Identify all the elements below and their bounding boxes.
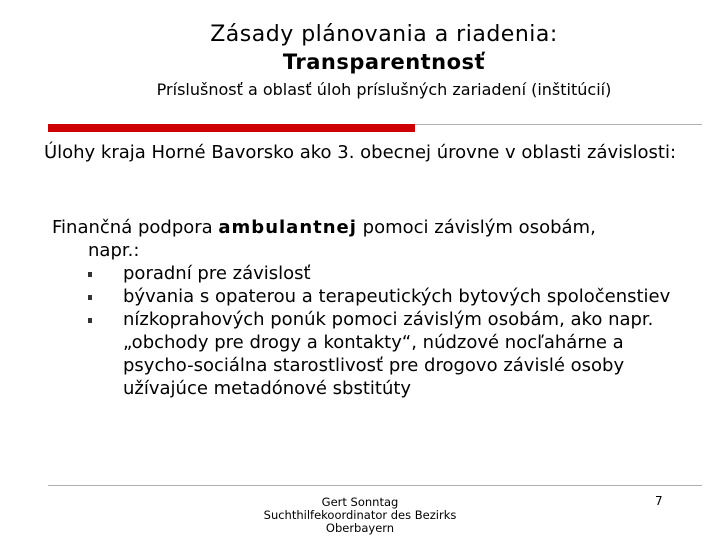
slide-title-line1: Zásady plánovania a riadenia: — [210, 22, 558, 47]
footer-role: Suchthilfekoordinator des Bezirks — [263, 508, 457, 522]
lead-continuation: napr.: — [88, 240, 140, 261]
page-number: 7 — [655, 494, 663, 508]
bullet-text: bývania s opaterou a terapeutických bytových spoločenstiev — [123, 286, 671, 307]
intro-text: Úlohy kraja Horné Bavorsko ako 3. obecnej úrovne v oblasti závislosti: — [43, 142, 677, 163]
footer-name: Gert Sonntag — [321, 495, 399, 509]
list-item — [52, 285, 692, 308]
slide-subtitle: Príslušnosť a oblasť úloh príslušných zariadení (inštitúcií) — [156, 80, 612, 99]
footer-divider — [48, 485, 702, 486]
lead-bold-word: ambulantnej — [218, 217, 357, 238]
lead-prefix: Finančná podpora — [52, 217, 219, 238]
bullet-text: nízkoprahových ponúk pomoci závislým osobám, ako napr. „obchody pre drogy a kontakty“, núdzové nocľahárne a psycho-sociálna starostlivosť pre drogovo závislé osoby užívajúce metadónové sbstitúty — [123, 309, 654, 399]
footer-region: Oberbayern — [325, 521, 395, 535]
slide-title-line2: Transparentnosť — [282, 50, 486, 74]
lead-paragraph — [52, 216, 692, 262]
list-item — [52, 262, 692, 285]
bullet-icon — [88, 318, 92, 323]
bullet-icon — [88, 272, 92, 277]
accent-bar — [48, 124, 415, 132]
list-item — [52, 308, 692, 400]
bullet-text: poradní pre závislosť — [123, 263, 311, 284]
slide-body — [52, 216, 692, 400]
lead-suffix: pomoci závislým osobám, — [356, 217, 596, 238]
bullet-list — [52, 262, 692, 400]
bullet-icon — [88, 295, 92, 300]
footer-author — [240, 496, 480, 535]
